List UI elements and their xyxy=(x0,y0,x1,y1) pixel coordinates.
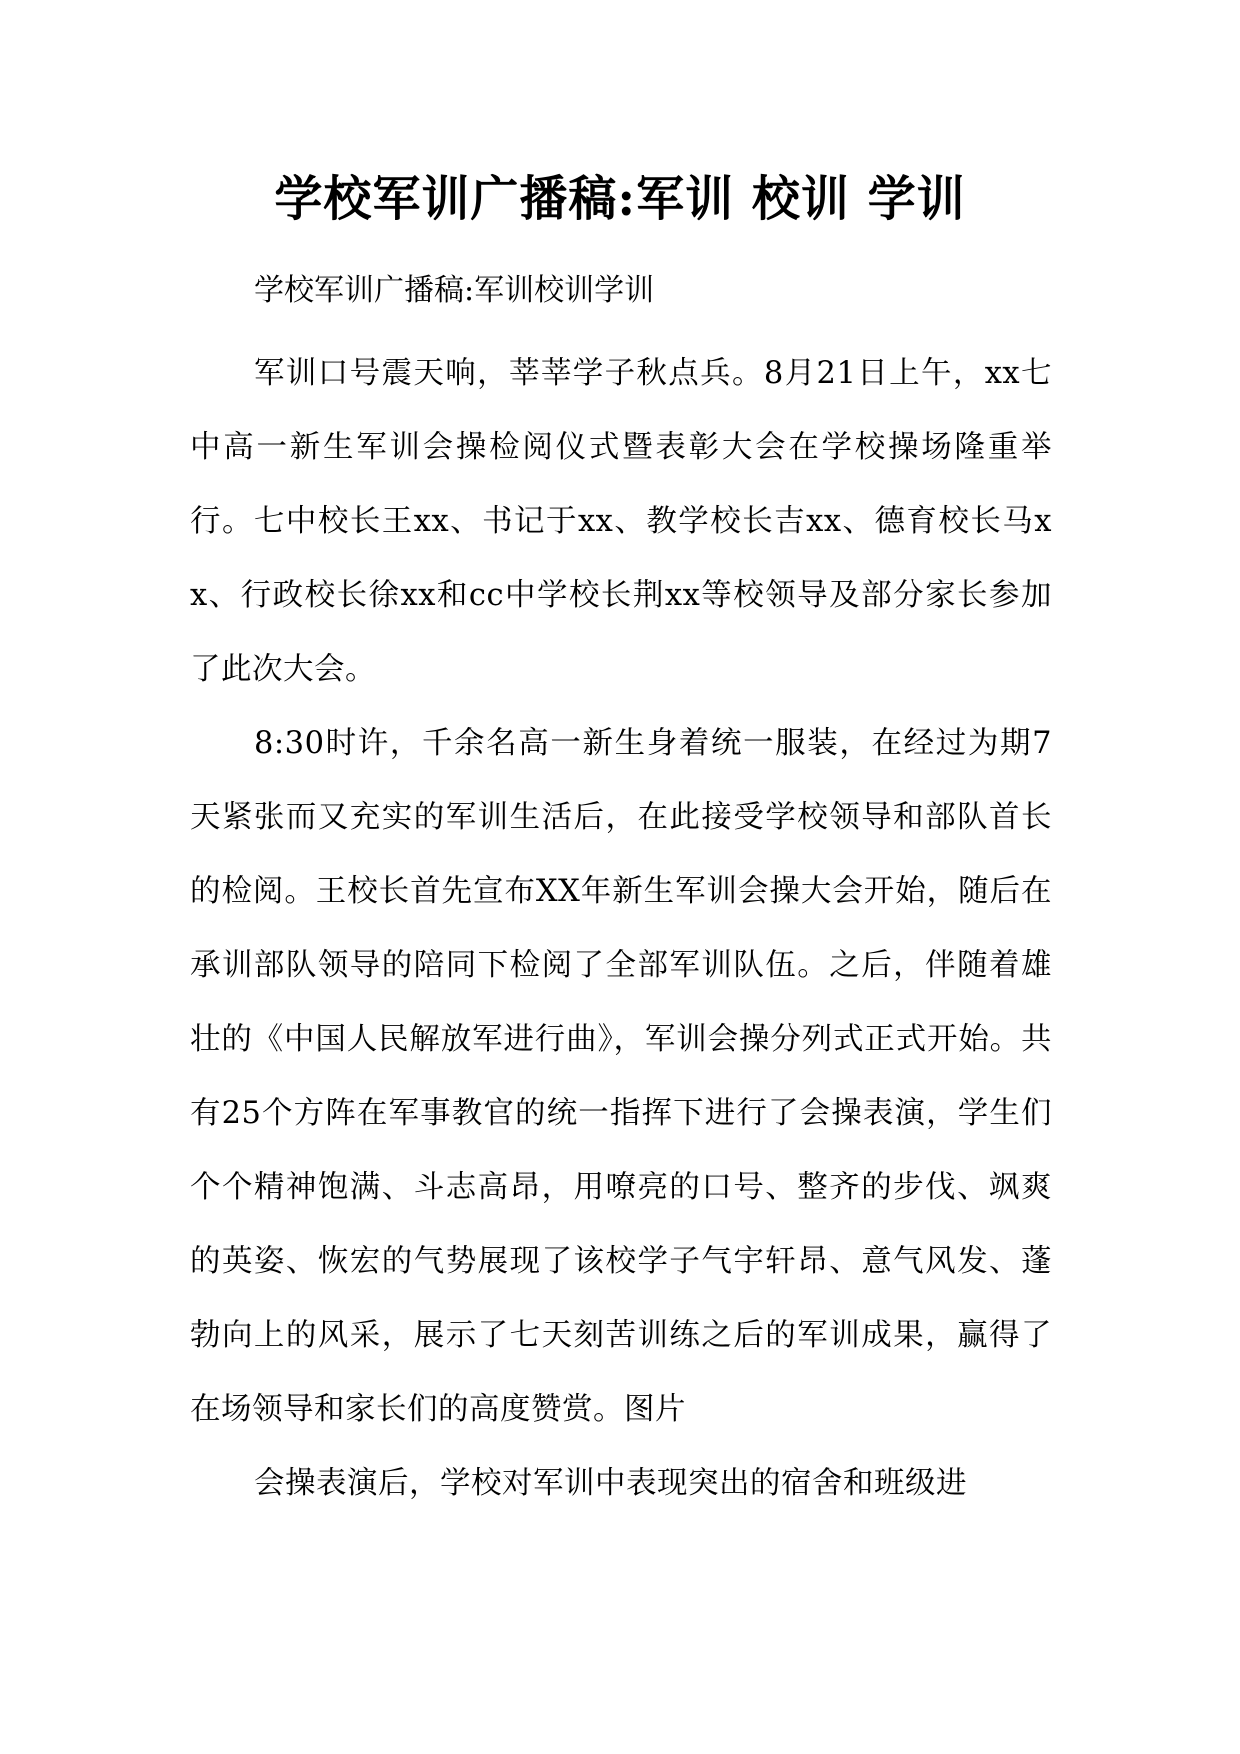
paragraph-2: 8:30时许，千余名高一新生身着统一服装，在经过为期7天紧张而又充实的军训生活后，在此接受学校领导和部队首长的检阅。王校长首先宣布XX年新生军训会操大会开始，随后在承训部队领导的陪同下检阅了全部军训队伍。之后，伴随着雄壮的《中国人民解放军进行曲》，军训会操分列式正式开始。共有25个方阵在军事教官的统一指挥下进行了会操表演，学生们个个精神饱满、斗志高昂，用嘹亮的口号、整齐的步伐、飒爽的英姿、恢宏的气势展现了该校学子气宇轩昂、意气风发、蓬勃向上的风采，展示了七天刻苦训练之后的军训成果，赢得了在场领导和家长们的高度赞赏。图片 xyxy=(190,726,1052,1427)
paragraph-1: 军训口号震天响，莘莘学子秋点兵。8月21日上午，xx七中高一新生军训会操检阅仪式暨表彰大会在学校操场隆重举行。七中校长王xx、书记于xx、教学校长吉xx、德育校长马xx、行政校长徐xx和cc中学校长荆xx等校领导及部分家长参加了此次大会。 xyxy=(190,356,1052,687)
document-subtitle: 学校军训广播稿:军训校训学训 xyxy=(254,273,655,308)
paragraph-3: 会操表演后，学校对军训中表现突出的宿舍和班级进 xyxy=(254,1466,967,1501)
document-title: 学校军训广播稿:军训 校训 学训 xyxy=(274,171,966,227)
document-body xyxy=(190,263,1052,1521)
